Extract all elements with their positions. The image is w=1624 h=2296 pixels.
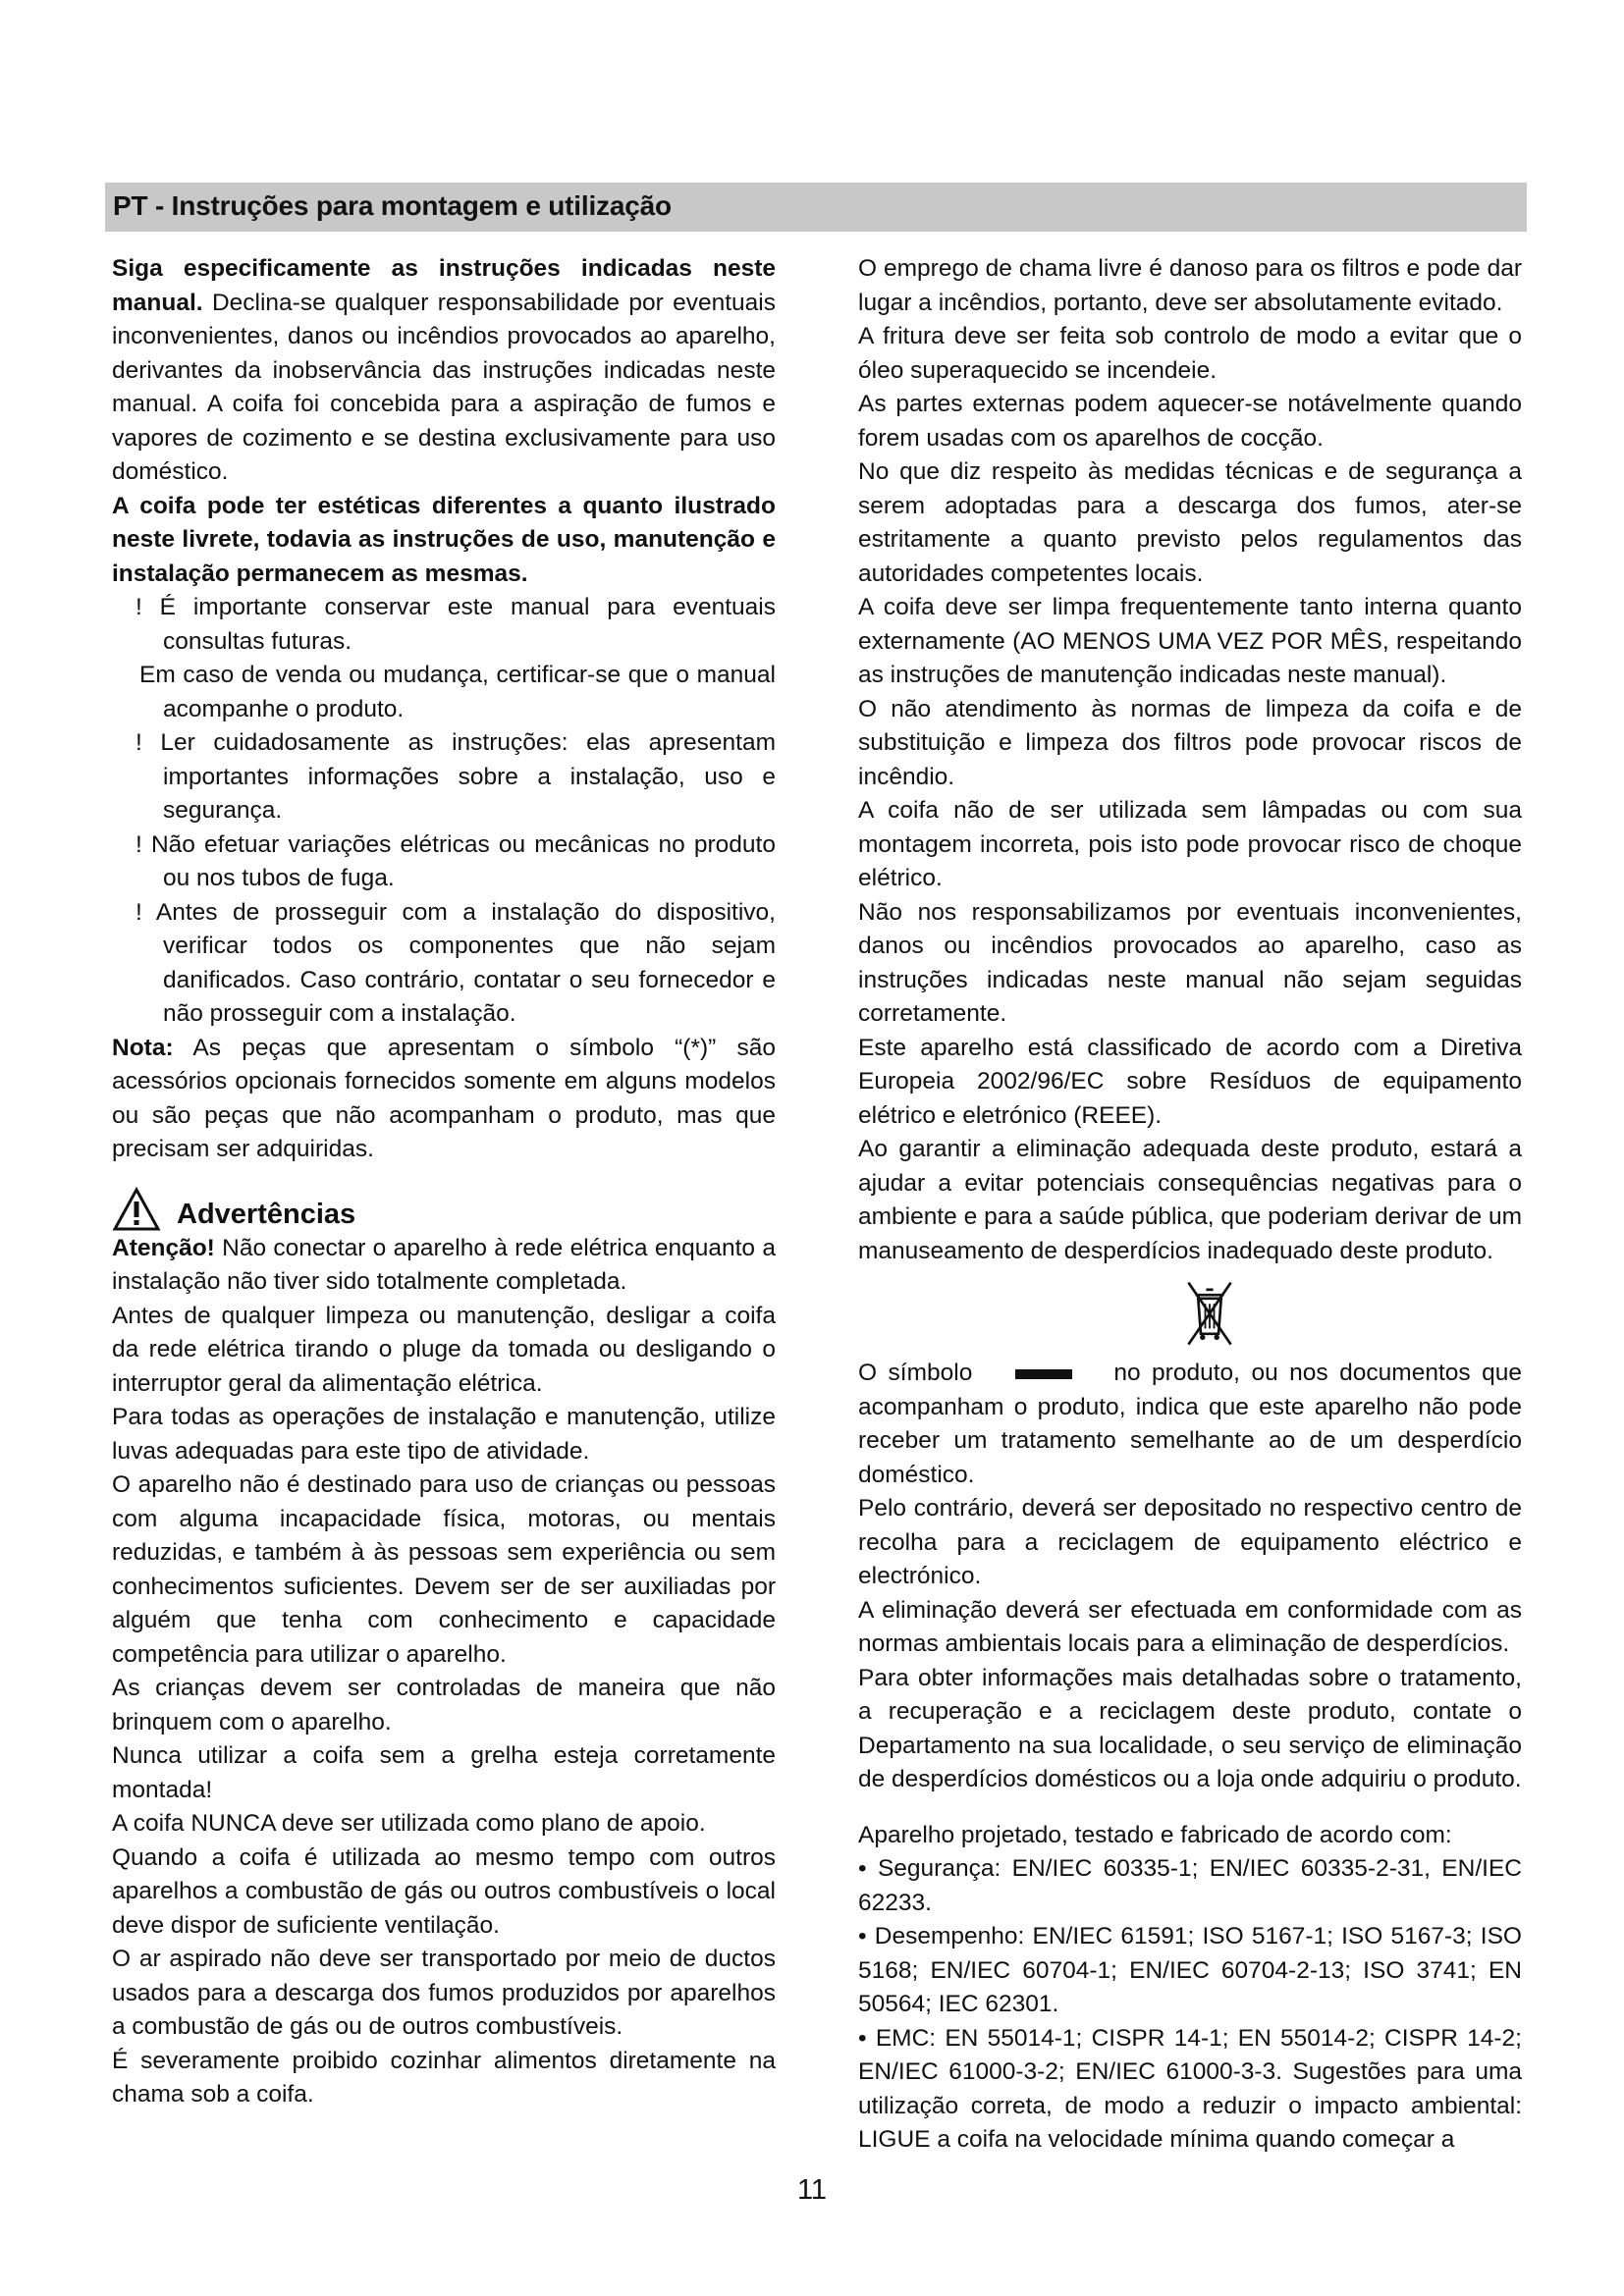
free-flame-paragraph: O emprego de chama livre é danoso para os filtros e pode dar lugar a incêndios, portanto, deve ser absolutamente evitado.	[858, 255, 1522, 316]
gloves-paragraph: Para todas as operações de instalação e manutenção, utilize luvas adequadas para este tipo de atividade.	[112, 1404, 776, 1465]
symbol-post: no produto, ou nos documentos que acompanham o produto, indica que este aparelho não pode receber um tratamento semelhante ao de um desperdício doméstico.	[858, 1360, 1522, 1488]
left-column	[112, 252, 776, 2112]
cleaning-frequency-paragraph: A coifa deve ser limpa frequentemente tanto interna quanto externamente (AO MENOS UMA VEZ POR MÊS, respeitando as instruções de manutenção indicadas neste manual).	[858, 594, 1522, 688]
bullet-keep-manual: ! É importante conservar este manual para eventuais consultas futuras.	[135, 594, 776, 655]
section-title: PT - Instruções para montagem e utilização	[113, 190, 672, 221]
collection-paragraph: Pelo contrário, deverá ser depositado no respectivo centro de recolha para a reciclagem de equipamento eléctrico e electrónico.	[858, 1495, 1522, 1589]
page-number: 11	[796, 2174, 828, 2206]
bullet-no-modifications: ! Não efetuar variações elétricas ou mecânicas no produto ou nos tubos de fuga.	[135, 830, 776, 891]
ducts-paragraph: O ar aspirado não deve ser transportado por meio de ductos usados para a descarga dos fumos produzidos por aparelhos a combustão de gás ou de outros combustíveis.	[112, 1946, 776, 2040]
standards-performance: • Desempenho: EN/IEC 61591; ISO 5167-1; ISO 5167-3; ISO 5168; EN/IEC 60704-1; EN/IEC 60704-2-13; ISO 3741; EN 50564; IEC 62301.	[858, 1923, 1522, 2017]
bullet-check-components: ! Antes de prosseguir com a instalação do dispositivo, verificar todos os componentes que não sejam danificados. Caso contrário, contatar o seu fornecedor e não prosseguir com a instalação.	[135, 898, 776, 1027]
external-parts-paragraph: As partes externas podem aquecer-se notávelmente quando forem usadas com os aparelhos de cocção.	[858, 391, 1522, 452]
flame-paragraph: É severamente proibido cozinhar alimentos diretamente na chama sob a coifa.	[112, 2047, 776, 2108]
note-label: Nota:	[112, 1034, 174, 1061]
black-bar-symbol	[1015, 1369, 1072, 1379]
attention-paragraph	[112, 1232, 776, 1300]
crossed-bin-icon	[1183, 1278, 1236, 1351]
symbol-pre: O símbolo	[858, 1360, 973, 1386]
play-paragraph: As crianças devem ser controladas de maneira que não brinquem com o aparelho.	[112, 1675, 776, 1735]
warnings-title: Advertências	[177, 1199, 356, 1230]
weee-directive-paragraph: Este aparelho está classificado de acordo com a Diretiva Europeia 2002/96/EC sobre Resíduos de equipamento elétrico e eletrónico (REEE).	[858, 1034, 1522, 1129]
note-text: As peças que apresentam o símbolo “(*)” são acessórios opcionais fornecidos somente em alguns modelos ou são peças que não acompanham o produto, mas que precisam ser adquiridas.	[112, 1034, 776, 1162]
bullet-sale: Em caso de venda ou mudança, certificar-se que o manual acompanhe o produto.	[139, 662, 776, 722]
intro-text: Declina-se qualquer responsabilidade por eventuais inconvenientes, danos ou incêndios provocados ao aparelho, derivantes da inobservância das instruções indicadas neste manual. A coifa foi concebida para a aspiração de fumos e vapores de cozimento e se destina exclusivamente para uso doméstico.	[112, 289, 776, 485]
warnings-heading	[112, 1181, 776, 1232]
more-info-paragraph: Para obter informações mais detalhadas sobre o tratamento, a recuperação e a reciclagem deste produto, contate o Departamento na sua localidade, o seu serviço de eliminação de desperdícios domésticos ou a loja onde adquiriu o produto.	[858, 1664, 1522, 1792]
ventilation-paragraph: Quando a coifa é utilizada ao mesmo tempo com outros aparelhos a combustão de gás ou outros combustíveis o local deve dispor de suficiente ventilação.	[112, 1843, 776, 1939]
right-column	[858, 252, 1522, 2158]
weee-symbol	[858, 1278, 1522, 1357]
intro-paragraph	[112, 252, 776, 490]
note-paragraph	[112, 1032, 776, 1167]
support-paragraph: A coifa NUNCA deve ser utilizada como plano de apoio.	[112, 1810, 706, 1837]
disposal-benefit-paragraph: Ao garantir a eliminação adequada deste produto, estará a ajudar a evitar potenciais consequências negativas para o ambiente e para a saúde pública, que poderiam derivar de um manuseamento de desperdícios inadequado deste produto.	[858, 1136, 1522, 1264]
lamps-paragraph: A coifa não de ser utilizada sem lâmpadas ou com sua montagem incorreta, pois isto pode provocar risco de choque elétrico.	[858, 797, 1522, 891]
frying-paragraph: A fritura deve ser feita sob controlo de modo a evitar que o óleo superaquecido se incendeie.	[858, 323, 1522, 384]
fire-risk-paragraph: O não atendimento às normas de limpeza da coifa e de substituição e limpeza dos filtros pode provocar riscos de incêndio.	[858, 695, 1522, 790]
attention-label: Atenção!	[112, 1234, 215, 1261]
children-paragraph: O aparelho não é destinado para uso de crianças ou pessoas com alguma incapacidade física, motoras, ou mentais reduzidas, e também à às pessoas sem experiência ou sem conhecimentos suficientes. Devem ser de ser auxiliadas por alguém que tenha com conhecimento e capacidade competência para utilizar o aparelho.	[112, 1471, 776, 1668]
liability-paragraph: Não nos responsabilizamos por eventuais inconvenientes, danos ou incêndios provocados ao aparelho, caso as instruções indicadas neste manual não sejam seguidas corretamente.	[858, 898, 1522, 1027]
section-header-bar	[105, 183, 1527, 232]
grille-paragraph: Nunca utilizar a coifa sem a grelha esteja corretamente montada!	[112, 1742, 776, 1803]
symbol-paragraph	[858, 1357, 1522, 1492]
bullet-read-instructions: ! Ler cuidadosamente as instruções: elas apresentam importantes informações sobre a instalação, uso e segurança.	[135, 729, 776, 824]
environmental-rules-paragraph: A eliminação deverá ser efectuada em conformidade com as normas ambientais locais para a eliminação de desperdícios.	[858, 1596, 1522, 1657]
aesthetics-note	[112, 490, 776, 592]
cleaning-paragraph: Antes de qualquer limpeza ou manutenção, desligar a coifa da rede elétrica tirando o pluge da tomada ou desligando o interruptor geral da alimentação elétrica.	[112, 1302, 776, 1397]
attention-text: Não conectar o aparelho à rede elétrica enquanto a instalação não tiver sido totalmente completada.	[112, 1234, 776, 1295]
intro-bold: Siga especificamente as instruções indicadas neste manual.	[112, 255, 776, 316]
compliance-intro: Aparelho projetado, testado e fabricado de acordo com:	[858, 1821, 1452, 1848]
aesthetics-bold: A coifa pode ter estéticas diferentes a quanto ilustrado neste livrete, todavia as instruções de uso, manutenção e instalação permanecem as mesmas.	[112, 492, 776, 587]
standards-safety: • Segurança: EN/IEC 60335-1; EN/IEC 60335-2-31, EN/IEC 62233.	[858, 1855, 1522, 1916]
regulations-paragraph: No que diz respeito às medidas técnicas e de segurança a serem adoptadas para a descarga dos fumos, ater-se estritamente a quanto previsto pelos regulamentos das autoridades competentes locais.	[858, 458, 1522, 587]
spacer	[858, 1797, 1522, 1819]
warning-triangle-icon	[112, 1187, 161, 1232]
standards-emc: • EMC: EN 55014-1; CISPR 14-1; EN 55014-2; CISPR 14-2; EN/IEC 61000-3-2; EN/IEC 61000-3-3. Sugestões para uma utilização correta, de modo a reduzir o impacto ambiental: LIGUE a coifa na velocidade mínima quando começar a	[858, 2024, 1522, 2153]
